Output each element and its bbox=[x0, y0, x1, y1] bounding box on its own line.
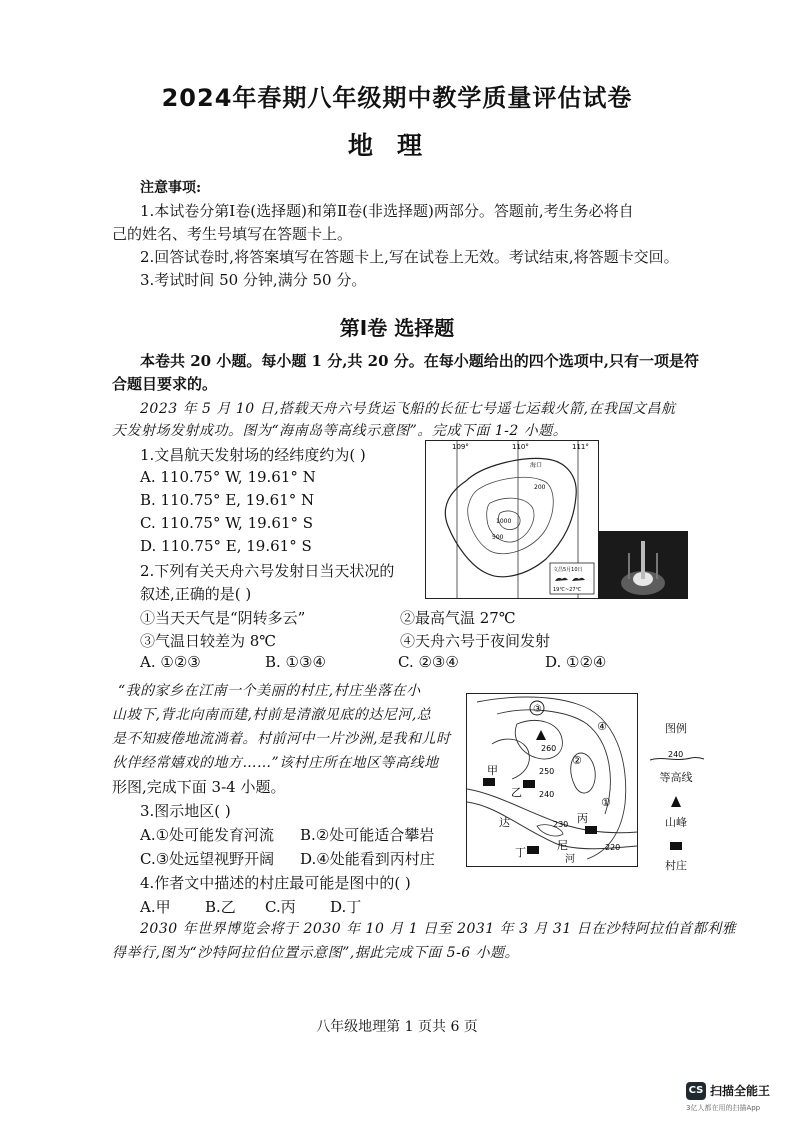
question-2-statement-3: ③气温日较差为 8℃ bbox=[140, 632, 277, 650]
river-char-2: 尼 bbox=[557, 839, 568, 852]
contour-label-240: 240 bbox=[539, 790, 555, 799]
subject-title: 地理 bbox=[347, 131, 446, 160]
question-3-option-d: D.④处能看到丙村庄 bbox=[300, 850, 435, 868]
legend-title: 图例 bbox=[665, 722, 687, 735]
map1-lon-110: 110° bbox=[512, 443, 529, 451]
legend-village-symbol bbox=[646, 838, 706, 854]
notice-item-1-line-1: 1.本试卷分第Ⅰ卷(选择题)和第Ⅱ卷(非选择题)两部分。答题前,考生务必将自 bbox=[140, 202, 634, 220]
notice-heading: 注意事项: bbox=[140, 180, 202, 196]
marker-4: ④ bbox=[597, 720, 607, 733]
question-1-option-a: A. 110.75° W, 19.61° N bbox=[140, 468, 316, 486]
question-2-stem-line-1: 2.下列有关天舟六号发射日当天状况的 bbox=[140, 562, 395, 580]
map1-lon-111: 111° bbox=[572, 443, 589, 451]
weather-temp: 19℃~27℃ bbox=[553, 587, 582, 593]
question-2-statement-2: ②最高气温 27℃ bbox=[400, 609, 516, 627]
question-1-option-c: C. 110.75° W, 19.61° S bbox=[140, 514, 314, 532]
passage-2-line-5: 形图,完成下面 3-4 小题。 bbox=[112, 778, 286, 796]
section-1-intro-line-2: 合题目要求的。 bbox=[112, 375, 218, 393]
scanner-app-name: 扫描全能王 bbox=[710, 1084, 771, 1098]
question-4-option-a: A.甲 bbox=[140, 898, 171, 916]
marker-2: ② bbox=[572, 754, 582, 767]
village-jia-label: 甲 bbox=[487, 764, 498, 777]
section-1-intro-line-1: 本卷共 20 小题。每小题 1 分,共 20 分。在每小题给出的四个选项中,只有一项是符 bbox=[140, 352, 699, 370]
notice-item-1-line-2: 己的姓名、考生号填写在答题卡上。 bbox=[112, 225, 353, 243]
exam-title: 2024年春期八年级期中教学质量评估试卷 bbox=[161, 84, 633, 112]
notice-item-2: 2.回答试卷时,将答案填写在答题卡上,写在试卷上无效。考试结束,将答题卡交回。 bbox=[140, 248, 679, 266]
question-4-option-b: B.乙 bbox=[205, 898, 236, 916]
legend-contour-symbol bbox=[646, 750, 706, 766]
passage-3-line-2: 得举行,图为“沙特阿拉伯位置示意图”,据此完成下面 5-6 小题。 bbox=[112, 945, 520, 961]
map1-contour-500: 500 bbox=[492, 534, 504, 541]
contour-label-230: 230 bbox=[553, 820, 569, 829]
map1-place-haikou: 海口 bbox=[530, 462, 543, 469]
map-legend bbox=[646, 720, 706, 873]
legend-peak-symbol bbox=[646, 793, 706, 811]
notice-item-3: 3.考试时间 50 分钟,满分 50 分。 bbox=[140, 271, 367, 289]
legend-village-label: 村庄 bbox=[665, 859, 687, 872]
village-contour-map bbox=[466, 693, 638, 867]
legend-contour-label: 等高线 bbox=[659, 771, 693, 784]
question-4-option-d: D.丁 bbox=[330, 898, 362, 916]
question-2-option-a: A. ①②③ bbox=[140, 653, 201, 671]
passage-2-line-4: 伙伴经常嬉戏的地方……”该村庄所在地区等高线地 bbox=[112, 755, 439, 771]
map1-lon-109: 109° bbox=[452, 443, 469, 451]
map1-contour-200: 200 bbox=[534, 484, 546, 491]
hainan-contour-map bbox=[425, 440, 599, 599]
question-4-option-c: C.丙 bbox=[265, 898, 296, 916]
contour-label-220: 220 bbox=[605, 843, 621, 852]
peak-icon bbox=[671, 796, 681, 807]
question-2-statement-4: ④天舟六号于夜间发射 bbox=[400, 632, 551, 650]
question-3-option-a: A.①处可能发育河流 bbox=[140, 826, 275, 844]
village-icon bbox=[670, 842, 682, 850]
river-char-3: 河 bbox=[565, 854, 575, 865]
section-1-title: 第Ⅰ卷 选择题 bbox=[339, 316, 455, 340]
question-1-option-b: B. 110.75° E, 19.61° N bbox=[140, 491, 315, 509]
contour-label-260: 260 bbox=[541, 744, 557, 753]
marker-3: ③ bbox=[533, 704, 542, 715]
village-bing-label: 丙 bbox=[577, 812, 588, 825]
question-3-option-b: B.②处可能适合攀岩 bbox=[300, 826, 435, 844]
question-2-stem-line-2: 叙述,正确的是( ) bbox=[140, 585, 252, 603]
rocket-launch-photo bbox=[598, 531, 688, 599]
question-2-statement-1: ①当天天气是“阴转多云” bbox=[140, 609, 306, 627]
village-ding-label: 丁 bbox=[515, 846, 526, 859]
question-4-stem: 4.作者文中描述的村庄最可能是图中的( ) bbox=[140, 874, 411, 892]
question-2-option-d: D. ①②④ bbox=[545, 653, 607, 671]
question-3-stem: 3.图示地区( ) bbox=[140, 802, 231, 820]
scanner-logo: CS bbox=[686, 1082, 706, 1100]
weather-date: 文昌5月10日 bbox=[553, 567, 583, 573]
village-ding-icon bbox=[527, 846, 539, 854]
passage-2-line-2: 山坡下,背北向南而建,村前是清澈见底的达尼河,总 bbox=[112, 707, 432, 723]
question-1-stem: 1.文昌航天发射场的经纬度约为( ) bbox=[140, 446, 366, 464]
question-2-option-b: B. ①③④ bbox=[265, 653, 326, 671]
question-2-option-c: C. ②③④ bbox=[398, 653, 459, 671]
mountain-peak-icon bbox=[536, 730, 546, 740]
page-footer: 八年级地理第 1 页共 6 页 bbox=[316, 1019, 478, 1035]
village-jia-icon bbox=[483, 778, 495, 786]
question-1-option-d: D. 110.75° E, 19.61° S bbox=[140, 537, 312, 555]
passage-2-line-1: “我的家乡在江南一个美丽的村庄,村庄坐落在小 bbox=[118, 683, 421, 699]
legend-contour-value: 240 bbox=[668, 750, 684, 759]
passage-1-line-1: 2023 年 5 月 10 日,搭载天舟六号货运飞船的长征七号遥七运载火箭,在我国文昌航 bbox=[140, 401, 676, 417]
map1-contour-1000: 1000 bbox=[496, 518, 512, 525]
passage-2-line-3: 是不知疲倦地流淌着。村前河中一片沙洲,是我和儿时 bbox=[112, 731, 451, 747]
village-bing-icon bbox=[585, 826, 597, 834]
scanner-tagline: 3亿人都在用的扫描App bbox=[686, 1104, 761, 1112]
marker-1: ① bbox=[601, 796, 611, 809]
village-yi-icon bbox=[523, 780, 535, 788]
passage-3-line-1: 2030 年世界博览会将于 2030 年 10 月 1 日至 2031 年 3 月 31 日在沙特阿拉伯首都利雅 bbox=[140, 921, 737, 937]
village-yi-label: 乙 bbox=[511, 786, 522, 799]
contour-label-250: 250 bbox=[539, 767, 555, 776]
legend-peak-label: 山峰 bbox=[665, 816, 687, 829]
river-char-1: 达 bbox=[499, 816, 510, 829]
passage-1-line-2: 天发射场发射成功。图为“海南岛等高线示意图”。完成下面 1-2 小题。 bbox=[112, 423, 568, 439]
question-3-option-c: C.③处远望视野开阔 bbox=[140, 850, 275, 868]
